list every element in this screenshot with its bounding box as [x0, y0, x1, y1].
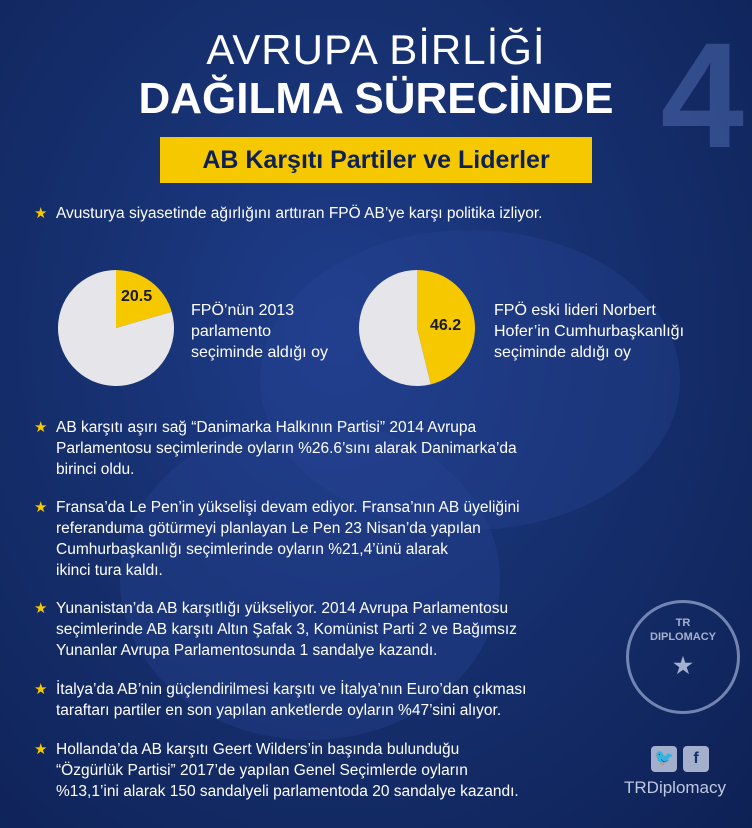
star-icon: ★ — [34, 681, 48, 698]
bullet-line: Hollanda’da AB karşıtı Geert Wilders’in başında bulunduğu — [56, 741, 460, 758]
star-icon: ★ — [34, 499, 48, 516]
twitter-icon[interactable]: 🐦 — [651, 746, 677, 772]
bullet-line: İtalya’da AB’nin güçlendirilmesi karşıtı ve İtalya’nın Euro’dan çıkması — [56, 681, 527, 698]
pie-chart-2013 — [56, 268, 176, 388]
bullet-line: Yunanlar Avrupa Parlamentosunda 1 sandalye kazandı. — [56, 642, 438, 659]
pie-caption-2013 — [191, 300, 328, 363]
section-banner: AB Karşıtı Partiler ve Liderler — [160, 137, 592, 183]
bullet-denmark — [34, 417, 716, 480]
caption-line: Hofer’in Cumhurbaşkanlığı — [494, 323, 685, 340]
bullet-netherlands — [34, 739, 616, 802]
bullet-line: AB karşıtı aşırı sağ “Danimarka Halkının Partisi” 2014 Avrupa — [56, 419, 477, 436]
bullet-line: “Özgürlük Partisi” 2017’de yapılan Genel Seçimlerde oyların — [56, 762, 468, 779]
bullet-line: taraftarı partiler en son yapılan anketlerde oyların %47’sini alıyor. — [56, 702, 502, 719]
pie-label-2013: 20.5 — [121, 288, 153, 305]
caption-line: seçiminde aldığı oy — [494, 344, 631, 361]
seal-middle-text: DIPLOMACY — [650, 631, 716, 643]
caption-line: FPÖ eski lideri Norbert — [494, 302, 656, 319]
brand-name: TRDiplomacy — [624, 778, 727, 797]
star-icon: ★ — [673, 653, 693, 678]
star-icon: ★ — [34, 205, 48, 222]
caption-line: parlamento — [191, 323, 272, 340]
bullet-line: Cumhurbaşkanlığı seçimlerinde oyların %21,4’ünü alarak — [56, 541, 449, 558]
seal-top-text: TR — [675, 617, 691, 629]
bullet-line: birinci oldu. — [56, 461, 135, 478]
trdiplomacy-seal — [626, 600, 740, 714]
bullet-greece — [34, 598, 716, 661]
intro-bullet — [34, 203, 716, 224]
star-icon: ★ — [34, 600, 48, 617]
title-line-1: AVRUPA BİRLİĞİ — [206, 26, 546, 73]
bullet-line: %13,1’ini alarak 150 sandalyeli parlamentoda 20 sandalye kazandı. — [56, 783, 519, 800]
star-icon: ★ — [34, 741, 48, 758]
bullet-line: Fransa’da Le Pen’in yükselişi devam ediyor. Fransa’nın AB üyeliğini — [56, 499, 520, 516]
bullet-italy — [34, 679, 716, 721]
intro-text: Avusturya siyasetinde ağırlığını arttıran FPÖ AB’ye karşı politika izliyor. — [56, 205, 543, 222]
caption-line: FPÖ’nün 2013 — [191, 302, 295, 319]
pie-label-presidential: 46.2 — [430, 317, 462, 334]
bullet-line: seçimlerinde AB karşıtı Altın Şafak 3, Komünist Parti 2 ve Bağımsız — [56, 621, 517, 638]
bullet-france — [34, 497, 716, 581]
caption-line: seçiminde aldığı oy — [191, 344, 328, 361]
title-line-2: DAĞILMA SÜRECİNDE — [138, 74, 614, 123]
bullet-line: referanduma götürmeyi planlayan Le Pen 23 Nisan’da yapılan — [56, 520, 481, 537]
bullet-line: Yunanistan’da AB karşıtlığı yükseliyor. 2014 Avrupa Parlamentosu — [56, 600, 509, 617]
bullet-line: Parlamentosu seçimlerinde oyların %26.6’sını alarak Danimarka’da — [56, 440, 517, 457]
star-icon: ★ — [34, 419, 48, 436]
issue-number: 4 — [660, 11, 744, 179]
pie-caption-presidential — [494, 300, 684, 363]
bullet-line: ikinci tura kaldı. — [56, 562, 163, 579]
facebook-icon[interactable]: f — [683, 746, 709, 772]
